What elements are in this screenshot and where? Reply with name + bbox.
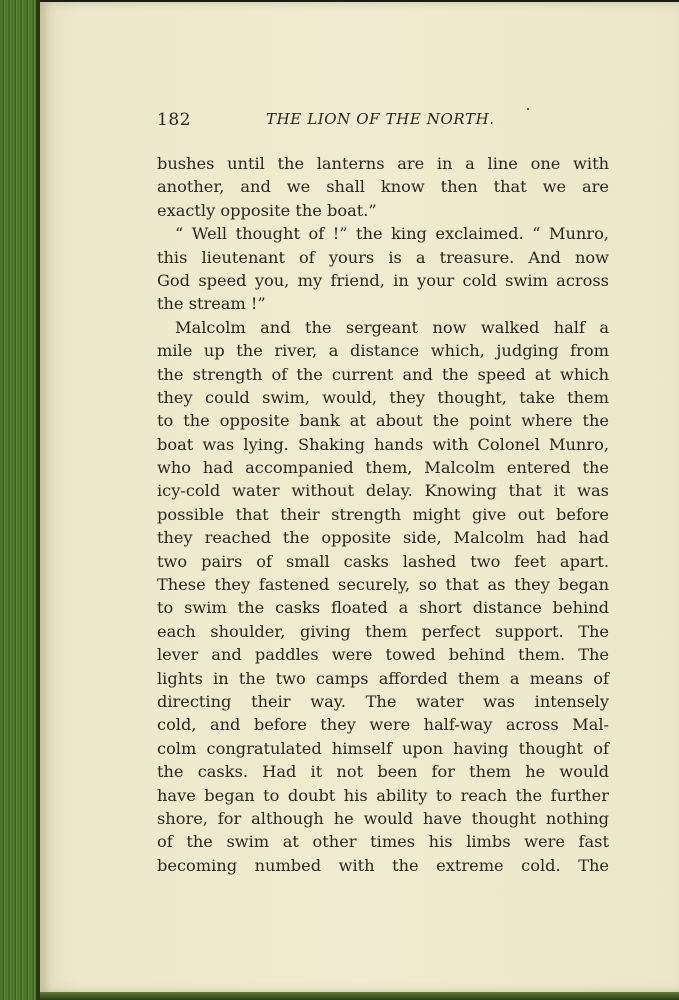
page-header (157, 108, 612, 134)
text-line: they reached the opposite side, Malcolm had had (157, 528, 609, 548)
text-line: lever and paddles were towed behind them. The (157, 645, 609, 665)
text-line: cold, and before they were half-way across Mal- (157, 715, 609, 735)
text-line: the casks. Had it not been for them he would (157, 762, 609, 782)
text-line: to swim the casks floated a short distance behind (157, 598, 609, 618)
text-line: shore, for although he would have thought nothing (157, 808, 609, 828)
text-line: this lieutenant of yours is a treasure. And now (157, 247, 609, 267)
text-line: lights in the two camps afforded them a means of (157, 668, 609, 688)
text-line: colm congratulated himself upon having thought of (157, 738, 609, 758)
text-line: have began to doubt his ability to reach the further (157, 785, 609, 805)
text-line: Malcolm and the sergeant now walked half a (175, 317, 609, 337)
text-line: exactly opposite the boat.” (157, 200, 377, 220)
text-line: bushes until the lanterns are in a line one with (157, 154, 609, 173)
text-line: icy-cold water without delay. Knowing that it was (157, 481, 609, 501)
text-line: God speed you, my friend, in your cold swim across (157, 270, 609, 290)
text-line: “ Well thought of !” the king exclaimed. “ Munro, (175, 224, 609, 244)
text-line: the stream !” (157, 294, 266, 314)
text-line: the strength of the current and the speed at which (157, 364, 609, 384)
book-bottom-edge (40, 992, 679, 1000)
text-line: each shoulder, giving them perfect support. The (157, 621, 609, 641)
body-text (157, 152, 609, 877)
text-line: mile up the river, a distance which, judging from (157, 341, 609, 361)
text-line: they could swim, would, they thought, take them (157, 387, 609, 407)
print-speck (527, 108, 529, 110)
text-line: to the opposite bank at about the point where the (157, 411, 609, 431)
text-line: two pairs of small casks lashed two feet apart. (157, 551, 609, 571)
text-line: who had accompanied them, Malcolm entered the (157, 458, 609, 478)
text-line: directing their way. The water was intensely (157, 691, 609, 711)
page-number: 182 (157, 110, 191, 130)
running-title: THE LION OF THE NORTH. (266, 110, 495, 128)
text-line: possible that their strength might give out before (157, 504, 609, 524)
text-line: another, and we shall know then that we are (157, 177, 609, 197)
text-line: of the swim at other times his limbs were fast (157, 832, 609, 852)
book-page-edges (0, 0, 40, 1000)
text-line: boat was lying. Shaking hands with Colonel Munro, (157, 434, 609, 454)
text-line: becoming numbed with the extreme cold. The (157, 855, 609, 875)
text-line: These they fastened securely, so that as they began (157, 575, 609, 595)
